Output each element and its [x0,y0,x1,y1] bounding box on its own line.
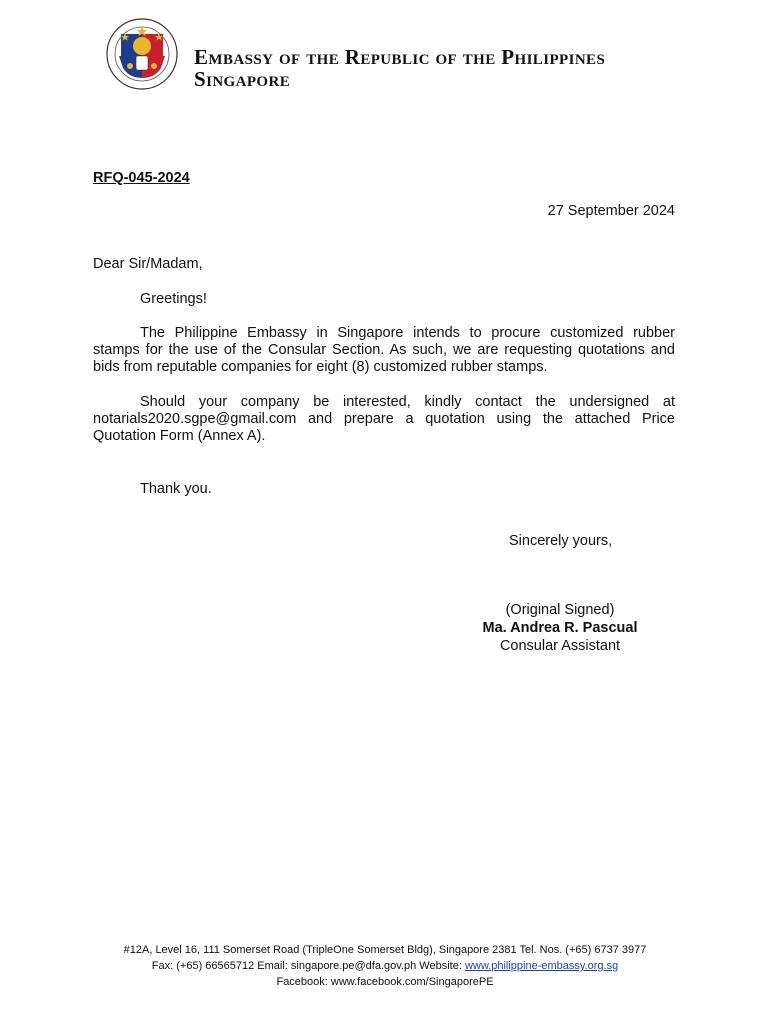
letter-date: 27 September 2024 [547,203,675,219]
greeting: Greetings! [140,291,207,307]
footer [0,942,770,990]
footer-contact-text: Fax: (+65) 66565712 Email: singapore.pe@dfa.gov.ph Website: [151,960,465,972]
footer-contact [0,958,770,974]
embassy-title-line1: Embassy of the Republic of the Philippines [194,45,606,69]
signatory-title: Consular Assistant [499,638,621,654]
footer-facebook: Facebook: www.facebook.com/SingaporePE [276,976,494,988]
website-link[interactable]: www.philippine-embassy.org.sg [464,960,619,972]
thank-you: Thank you. [140,481,212,497]
signature-note: (Original Signed) [505,602,615,618]
signatory-name: Ma. Andrea R. Pascual [482,620,638,636]
reference-number: RFQ-045-2024 [93,170,190,186]
embassy-title-line2: Singapore [194,67,291,91]
body-paragraph-1: The Philippine Embassy in Singapore intends to procure customized rubber stamps for the use of the Consular Section. As such, we are requesting quotations and bids from reputable companies for eight (8) customized rubber stamps. [93,325,675,375]
embassy-title [194,46,605,90]
signature-block [470,601,650,655]
footer-address: #12A, Level 16, 111 Somerset Road (TripleOne Somerset Bldg), Singapore 2381 Tel. Nos. (+65) 6737 3977 [123,944,647,956]
closing: Sincerely yours, [509,533,613,549]
salutation: Dear Sir/Madam, [93,256,203,272]
philippine-seal-icon [105,16,179,92]
embassy-seal [105,16,179,92]
body-paragraph-2: Should your company be interested, kindly contact the undersigned at notarials2020.sgpe@gmail.com and prepare a quotation using the attached Price Quotation Form (Annex A). [93,394,675,444]
